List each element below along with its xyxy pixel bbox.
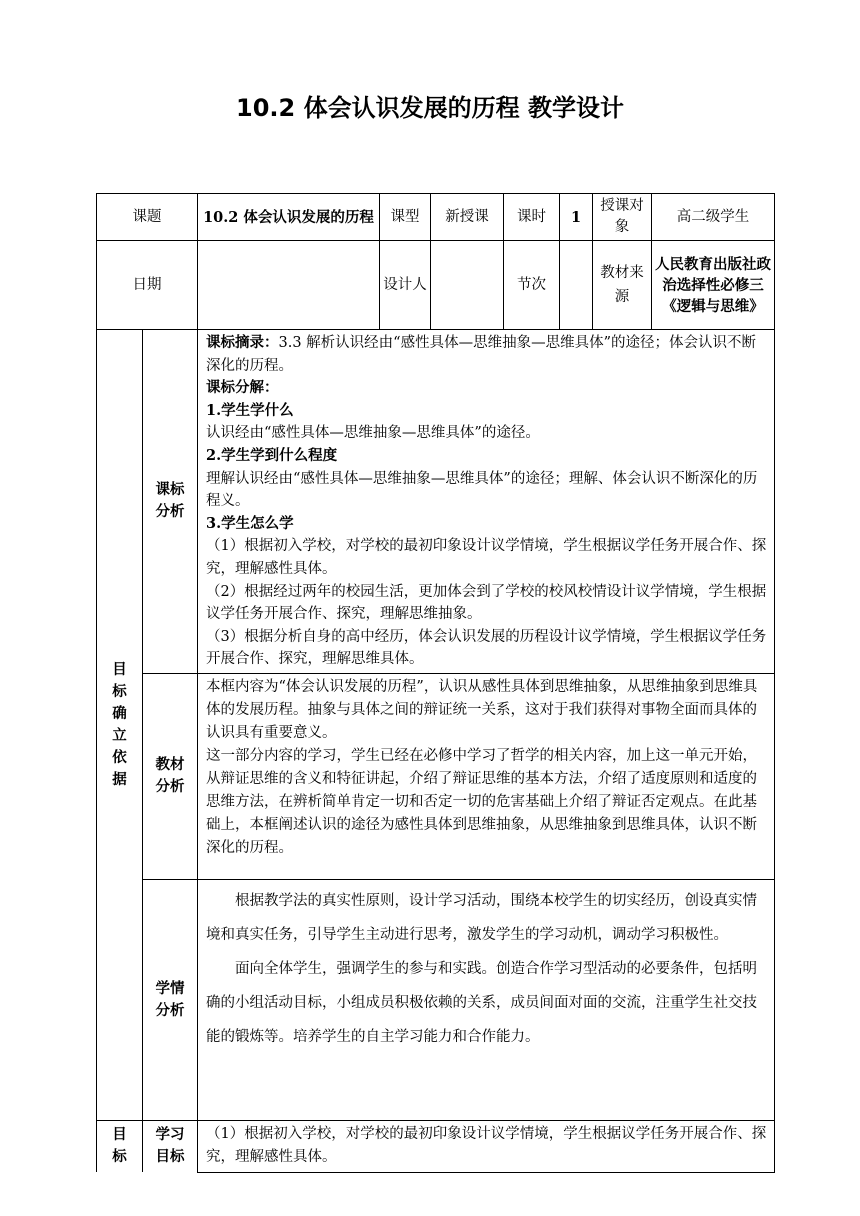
type-value: 新授课 bbox=[431, 194, 504, 241]
curriculum-row bbox=[97, 330, 775, 674]
learner-label-text: 学情分析 bbox=[155, 979, 185, 1019]
topic-value: 10.2 体会认识发展的历程 bbox=[198, 194, 380, 241]
learner-paragraph-1: 根据教学法的真实性原则，设计学习活动，围绕本校学生的切实经历，创设真实情境和真实任务，引导学生主动进行思考，激发学生的学习动机，调动学习积极性。 bbox=[206, 892, 757, 943]
goals-outer-label-text: 目标 bbox=[112, 1125, 127, 1165]
curriculum-label-text: 课标分析 bbox=[155, 481, 185, 521]
basis-label bbox=[97, 330, 143, 1121]
audience-label: 授课对象 bbox=[593, 194, 652, 241]
heading-how: 3.学生怎么学 bbox=[206, 514, 294, 532]
document-title: 10.2 体会认识发展的历程 教学设计 bbox=[236, 94, 624, 122]
curriculum-content bbox=[198, 330, 775, 674]
date-label: 日期 bbox=[97, 241, 198, 330]
text-how-2: （2）根据经过两年的校园生活，更加体会到了学校的校风校情设计议学情境，学生根据议学任务开展合作、探究，理解思维抽象。 bbox=[206, 583, 767, 623]
goals-outer-label bbox=[97, 1120, 143, 1172]
excerpt-label: 课标摘录： bbox=[206, 334, 279, 351]
heading-what: 1.学生学什么 bbox=[206, 401, 294, 419]
excerpt-text: 3.3 解析认识经由“感性具体—思维抽象—思维具体”的途径；体会认识不断深化的历程。 bbox=[206, 335, 756, 374]
date-value bbox=[198, 241, 380, 330]
curriculum-label bbox=[143, 330, 198, 674]
textbook-row bbox=[97, 673, 775, 879]
designer-label: 设计人 bbox=[380, 241, 431, 330]
section-value bbox=[560, 241, 593, 330]
goal-1: （1）根据初入学校，对学校的最初印象设计议学情境，学生根据议学任务开展合作、探究，理解感性具体。 bbox=[206, 1125, 767, 1165]
textbook-label-text: 教材分析 bbox=[155, 756, 185, 796]
heading-level: 2.学生学到什么程度 bbox=[206, 446, 338, 464]
breakdown-label: 课标分解： bbox=[206, 379, 279, 397]
goals-content bbox=[198, 1120, 775, 1172]
curriculum-excerpt bbox=[206, 332, 768, 377]
lesson-plan-table bbox=[96, 193, 775, 1173]
period-value: 1 bbox=[560, 194, 593, 241]
goals-label-text: 学习目标 bbox=[155, 1125, 185, 1165]
textbook-paragraph-2: 这一部分内容的学习，学生已经在必修中学习了哲学的相关内容，加上这一单元开始，从辩证思维的含义和特征讲起，介绍了辩证思维的基本方法，介绍了适度原则和适度的思维方法，在辨析简单肯定一切和否定一切的危害基础上介绍了辩证否定观点。在此基础上，本框阐述认识的途径为感性具体到思维抽象，从思维抽象到思维具体，认识不断深化的历程。 bbox=[206, 747, 757, 856]
goals-row bbox=[97, 1120, 775, 1172]
text-what: 认识经由“感性具体—思维抽象—思维具体”的途径。 bbox=[206, 425, 540, 442]
type-label: 课型 bbox=[380, 194, 431, 241]
header-row-1 bbox=[97, 194, 775, 241]
section-label: 节次 bbox=[504, 241, 560, 330]
textbook-label bbox=[143, 673, 198, 879]
topic-label: 课题 bbox=[97, 194, 198, 241]
text-level: 理解认识经由“感性具体—思维抽象—思维具体”的途径；理解、体会认识不断深化的历程义。 bbox=[206, 470, 758, 510]
source-value: 人民教育出版社政治选择性必修三《逻辑与思维》 bbox=[652, 241, 775, 330]
goals-label bbox=[143, 1120, 198, 1172]
period-label: 课时 bbox=[504, 194, 560, 241]
header-row-2 bbox=[97, 241, 775, 330]
audience-value: 高二级学生 bbox=[652, 194, 775, 241]
textbook-content bbox=[198, 673, 775, 879]
text-how-1: （1）根据初入学校，对学校的最初印象设计议学情境，学生根据议学任务开展合作、探究，理解感性具体。 bbox=[206, 538, 767, 577]
designer-value bbox=[431, 241, 504, 330]
textbook-paragraph-1: 本框内容为“体会认识发展的历程”，认识从感性具体到思维抽象，从思维抽象到思维具体的发展历程。抽象与具体之间的辩证统一关系，这对于我们获得对事物全面而具体的认识具有重要意义。 bbox=[206, 678, 758, 741]
learner-row bbox=[97, 879, 775, 1120]
learner-content bbox=[198, 879, 775, 1120]
learner-label bbox=[143, 879, 198, 1120]
text-how-3: （3）根据分析自身的高中经历，体会认识发展的历程设计议学情境，学生根据议学任务开展合作、探究，理解思维具体。 bbox=[206, 628, 767, 668]
learner-paragraph-2: 面向全体学生，强调学生的参与和实践。创造合作学习型活动的必要条件，包括明确的小组活动目标，小组成员积极依赖的关系，成员间面对面的交流，注重学生社交技能的锻炼等。培养学生的自主学习能力和合作能力。 bbox=[206, 960, 757, 1045]
source-label: 教材来源 bbox=[593, 241, 652, 330]
basis-label-text: 目标确立依据 bbox=[112, 660, 127, 788]
